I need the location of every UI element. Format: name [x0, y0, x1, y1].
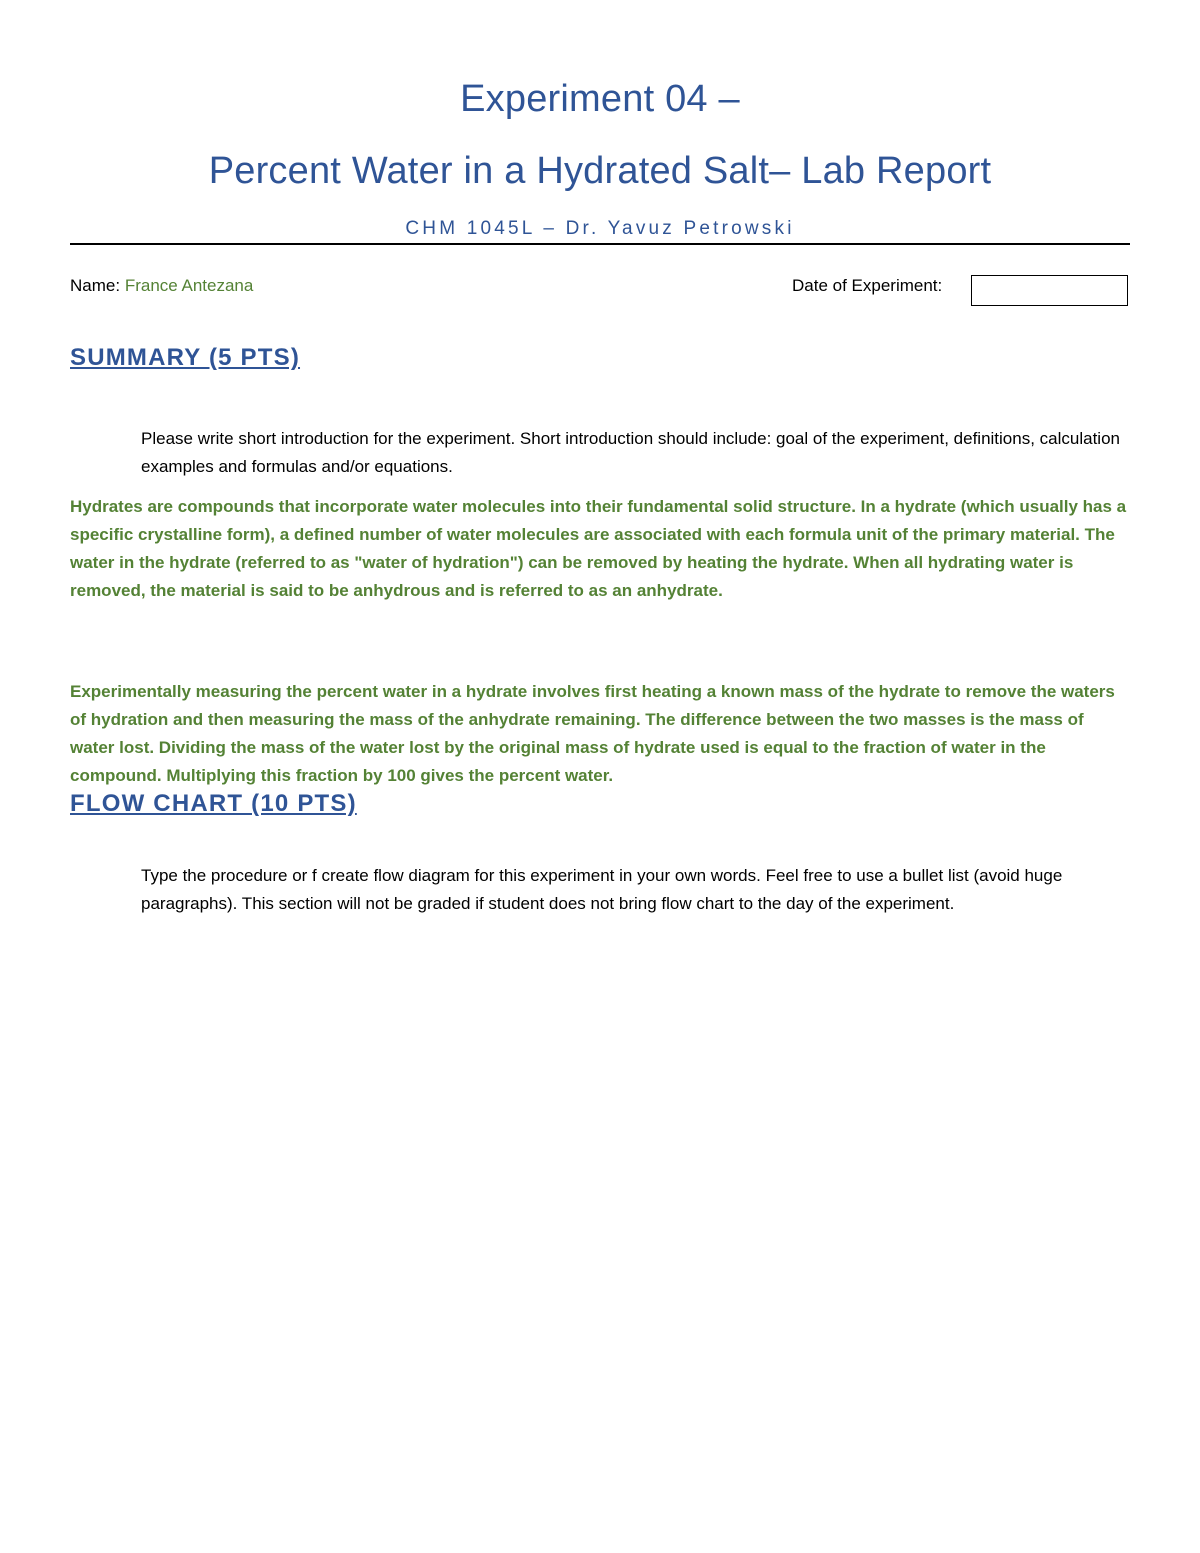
summary-instructions: Please write short introduction for the experiment. Short introduction should include: goal of the experiment, definitions, calculation examples and formulas and/or equations.: [141, 429, 1120, 476]
flow-chart-instructions: Type the procedure or f create flow diagram for this experiment in your own words. Feel free to use a bullet list (avoid huge paragraphs). This section will not be graded if student does not bring flow chart to the day of the experiment.: [141, 866, 1063, 913]
name-value[interactable]: France Antezana: [124, 276, 254, 295]
document-title-line1: Experiment 04 –: [460, 78, 740, 120]
name-row: [70, 276, 253, 296]
date-label: Date of Experiment:: [792, 276, 943, 295]
summary-answer-paragraph-2[interactable]: Experimentally measuring the percent water in a hydrate involves first heating a known mass of the hydrate to remove the waters of hydration and then measuring the mass of the anhydrate remaining. The difference between the two masses is the mass of water lost. Dividing the mass of the water lost by the original mass of hydrate used is equal to the fraction of water in the compound. Multiplying this fraction by 100 gives the percent water.: [70, 682, 1115, 785]
summary-answer-paragraph-1[interactable]: Hydrates are compounds that incorporate water molecules into their fundamental solid structure. In a hydrate (which usually has a specific crystalline form), a defined number of water molecules are associated with each formula unit of the primary material. The water in the hydrate (referred to as "water of hydration") can be removed by heating the hydrate. When all hydrating water is removed, the material is said to be anhydrous and is referred to as an anhydrate.: [70, 497, 1127, 600]
flow-chart-heading: FLOW CHART (10 PTS): [70, 790, 357, 817]
summary-heading: SUMMARY (5 PTS): [70, 344, 301, 371]
name-label: Name:: [70, 276, 121, 295]
header-divider: [70, 243, 1130, 245]
document-title-line2: Percent Water in a Hydrated Salt– Lab Report: [208, 150, 992, 192]
course-subtitle: CHM 1045L – Dr. Yavuz Petrowski: [405, 218, 795, 239]
date-of-experiment-field[interactable]: [971, 275, 1128, 306]
